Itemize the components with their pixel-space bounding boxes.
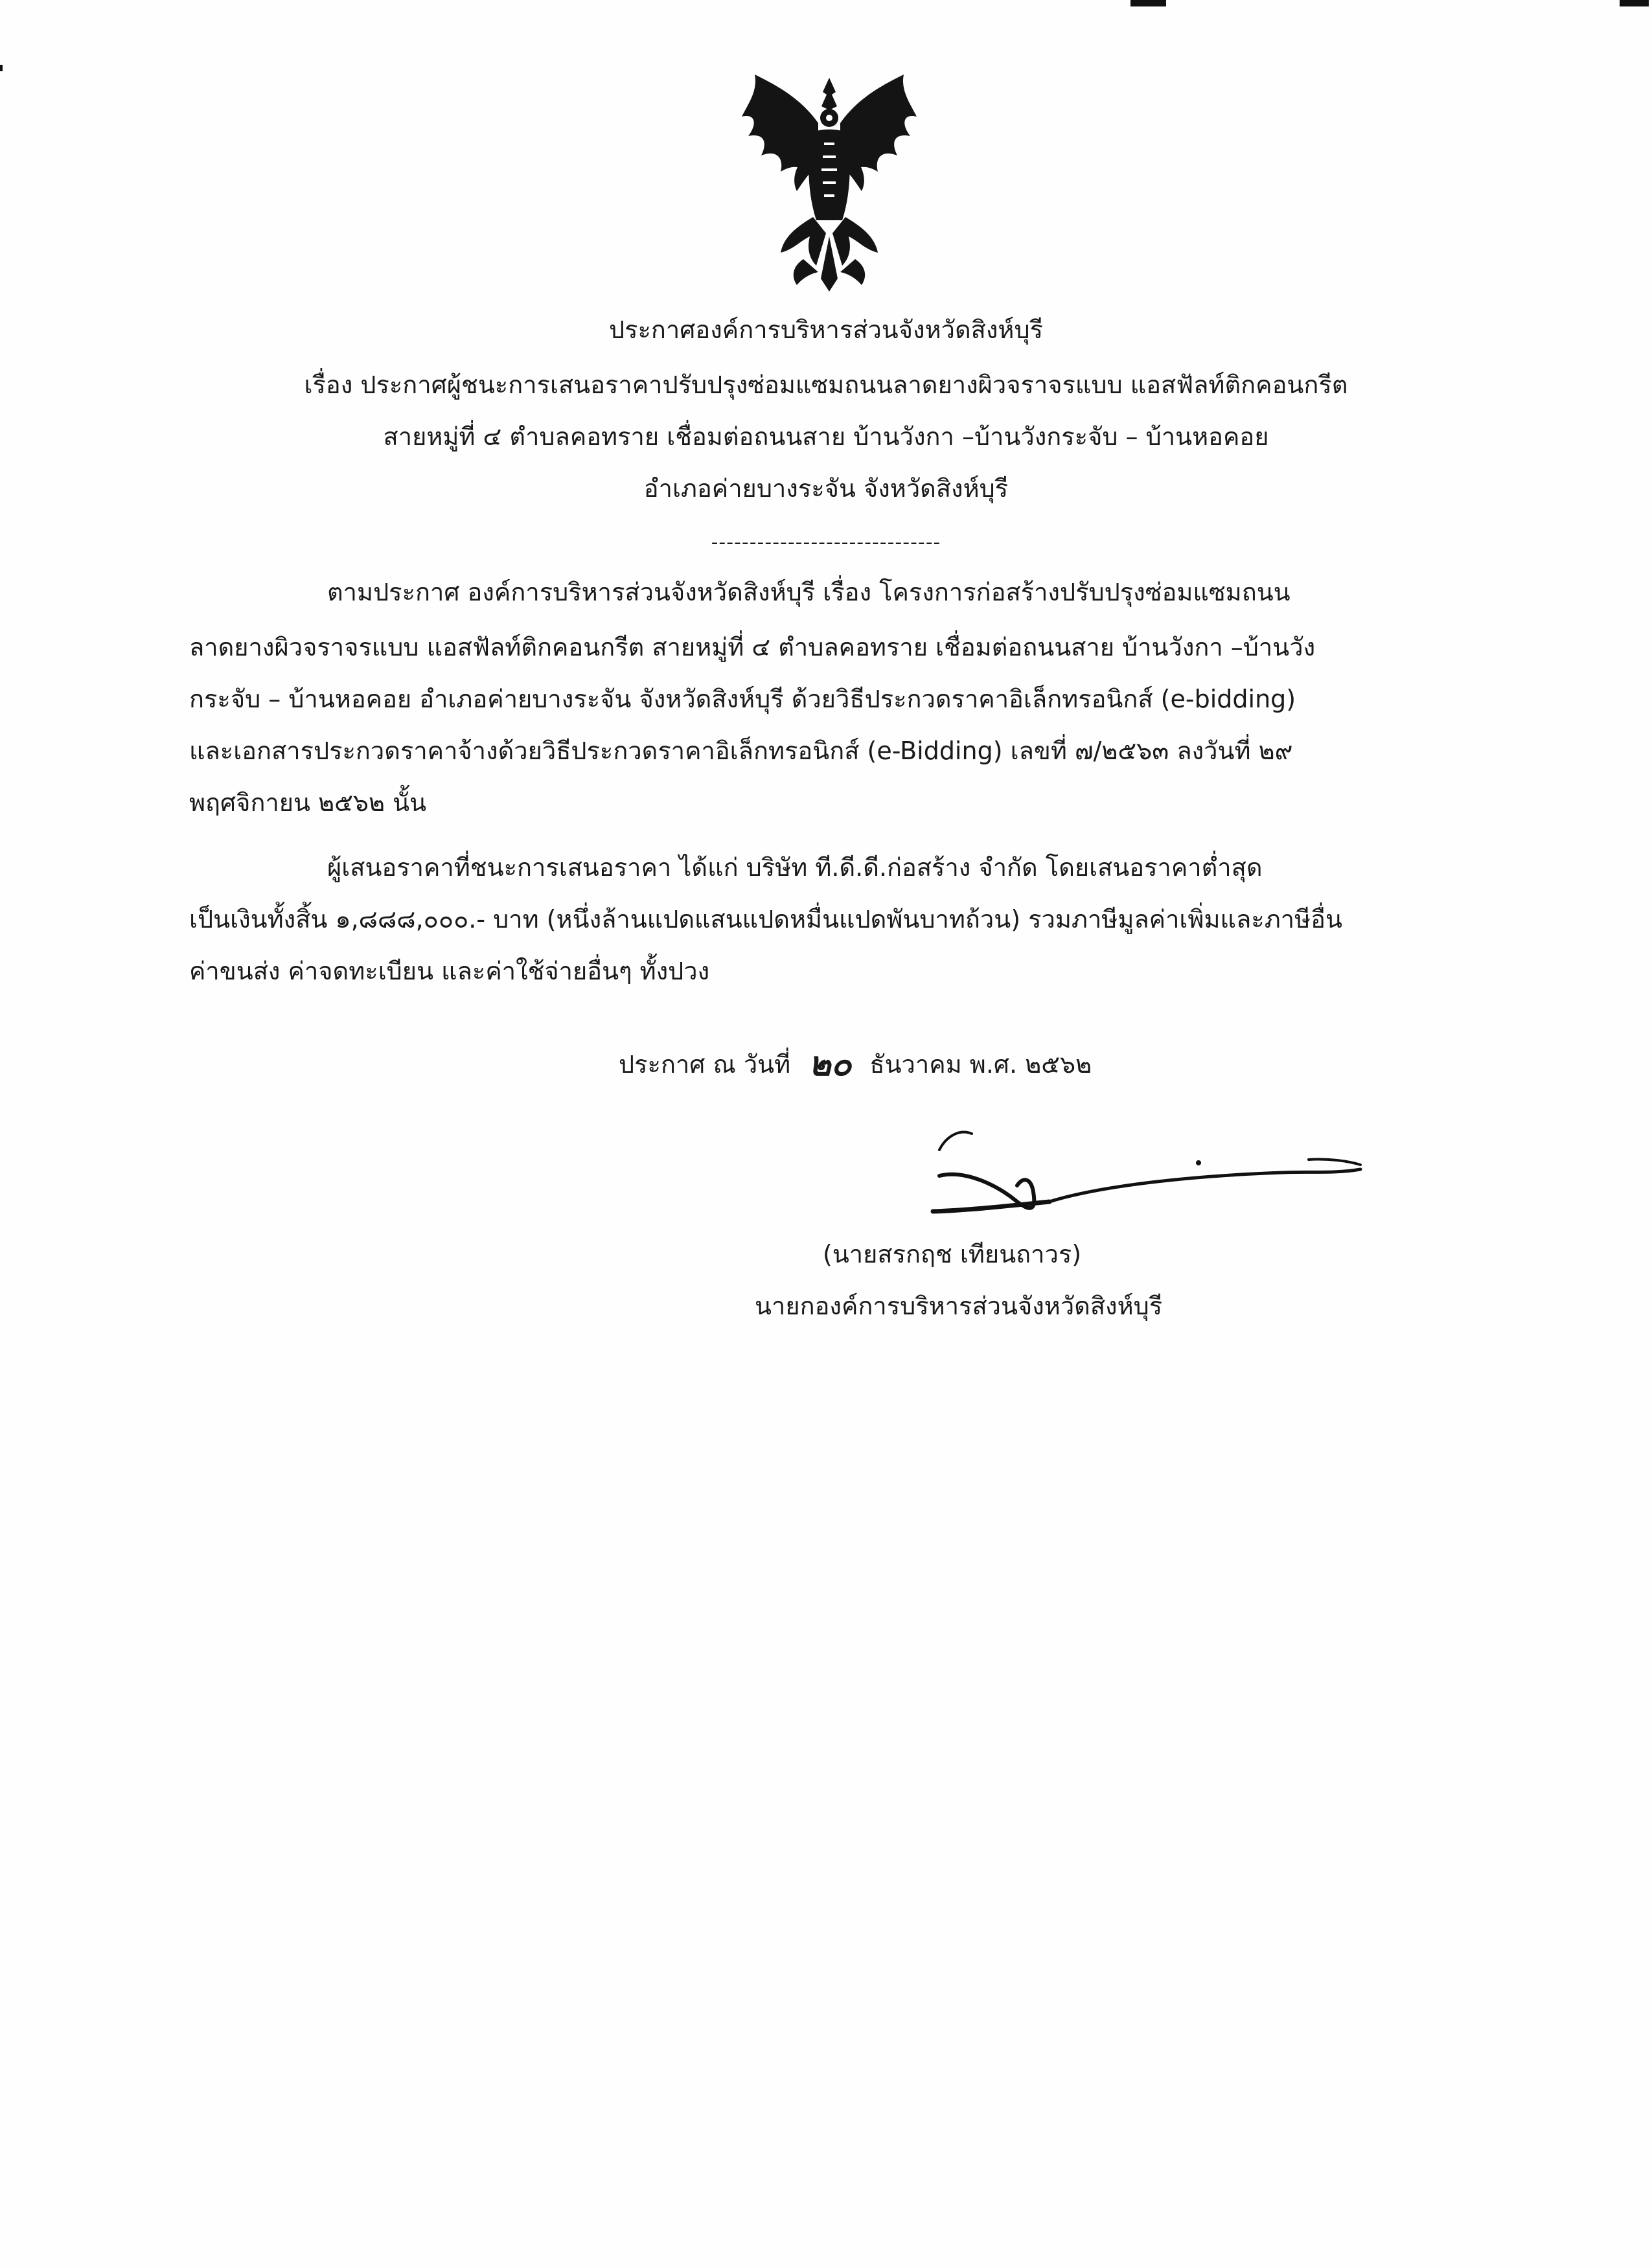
scan-mark-left-edge (0, 65, 3, 71)
paragraph1-line: กระจับ – บ้านหอคอย อำเภอค่ายบางระจัน จังหวัดสิงห์บุรี ด้วยวิธีประกวดราคาอิเล็กทรอนิกส์ (e-bidding) (189, 685, 1296, 713)
subject-line-1: เรื่อง ประกาศผู้ชนะการเสนอราคาปรับปรุงซ่อมแซมถนนลาดยางผิวจราจรแบบ แอสฟัลท์ติกคอนกรีต (304, 371, 1348, 399)
paragraph2-line: เป็นเงินทั้งสิ้น ๑,๘๘๘,๐๐๐.- บาท (หนึ่งล้านแปดแสนแปดหมื่นแปดพันบาทถ้วน) รวมภาษีมูลค่าเพิ่มและภาษีอื่น (189, 905, 1342, 934)
date-prefix: ประกาศ ณ วันที่ (619, 1050, 791, 1079)
announcement-date (619, 1037, 1092, 1090)
paragraph2-line: ค่าขนส่ง ค่าจดทะเบียน และค่าใช้จ่ายอื่นๆ ทั้งปวง (189, 957, 710, 985)
paragraph2-line: ผู้เสนอราคาที่ชนะการเสนอราคา ได้แก่ บริษัท ที.ดี.ดี.ก่อสร้าง จำกัด โดยเสนอราคาต่ำสุด (327, 853, 1263, 882)
date-day-handwritten: ๒๐ (809, 1045, 852, 1084)
scan-mark-top-right (1130, 0, 1166, 6)
signatory-name: (นายสรกฤช เทียนถาวร) (823, 1240, 1082, 1268)
subject-line-3: อำเภอค่ายบางระจัน จังหวัดสิงห์บุรี (643, 474, 1009, 503)
issuer-title: ประกาศองค์การบริหารส่วนจังหวัดสิงห์บุรี (608, 315, 1043, 344)
scan-mark-top-right-edge (1620, 0, 1649, 6)
paragraph1-line: พฤศจิกายน ๒๕๖๒ นั้น (189, 788, 427, 817)
paragraph1-line: ลาดยางผิวจราจรแบบ แอสฟัลท์ติกคอนกรีต สายหมู่ที่ ๔ ตำบลคอทราย เชื่อมต่อถนนสาย บ้านวังกา –บ้านวัง (189, 633, 1316, 661)
paragraph1-line: และเอกสารประกวดราคาจ้างด้วยวิธีประกวดราคาอิเล็กทรอนิกส์ (e-Bidding) เลขที่ ๗/๒๕๖๓ ลงวันที่ ๒๙ (189, 737, 1293, 765)
subject-line-2: สายหมู่ที่ ๔ ตำบลคอทราย เชื่อมต่อถนนสาย บ้านวังกา –บ้านวังกระจับ – บ้านหอคอย (383, 422, 1269, 451)
date-suffix: ธันวาคม พ.ศ. ๒๕๖๒ (869, 1050, 1092, 1079)
handwritten-signature (920, 1114, 1373, 1224)
garuda-emblem-icon (735, 71, 923, 292)
signatory-position: นายกองค์การบริหารส่วนจังหวัดสิงห์บุรี (755, 1292, 1163, 1320)
header-divider: ------------------------------ (711, 531, 941, 554)
paragraph1-line: ตามประกาศ องค์การบริหารส่วนจังหวัดสิงห์บุรี เรื่อง โครงการก่อสร้างปรับปรุงซ่อมแซมถนน (327, 578, 1291, 606)
